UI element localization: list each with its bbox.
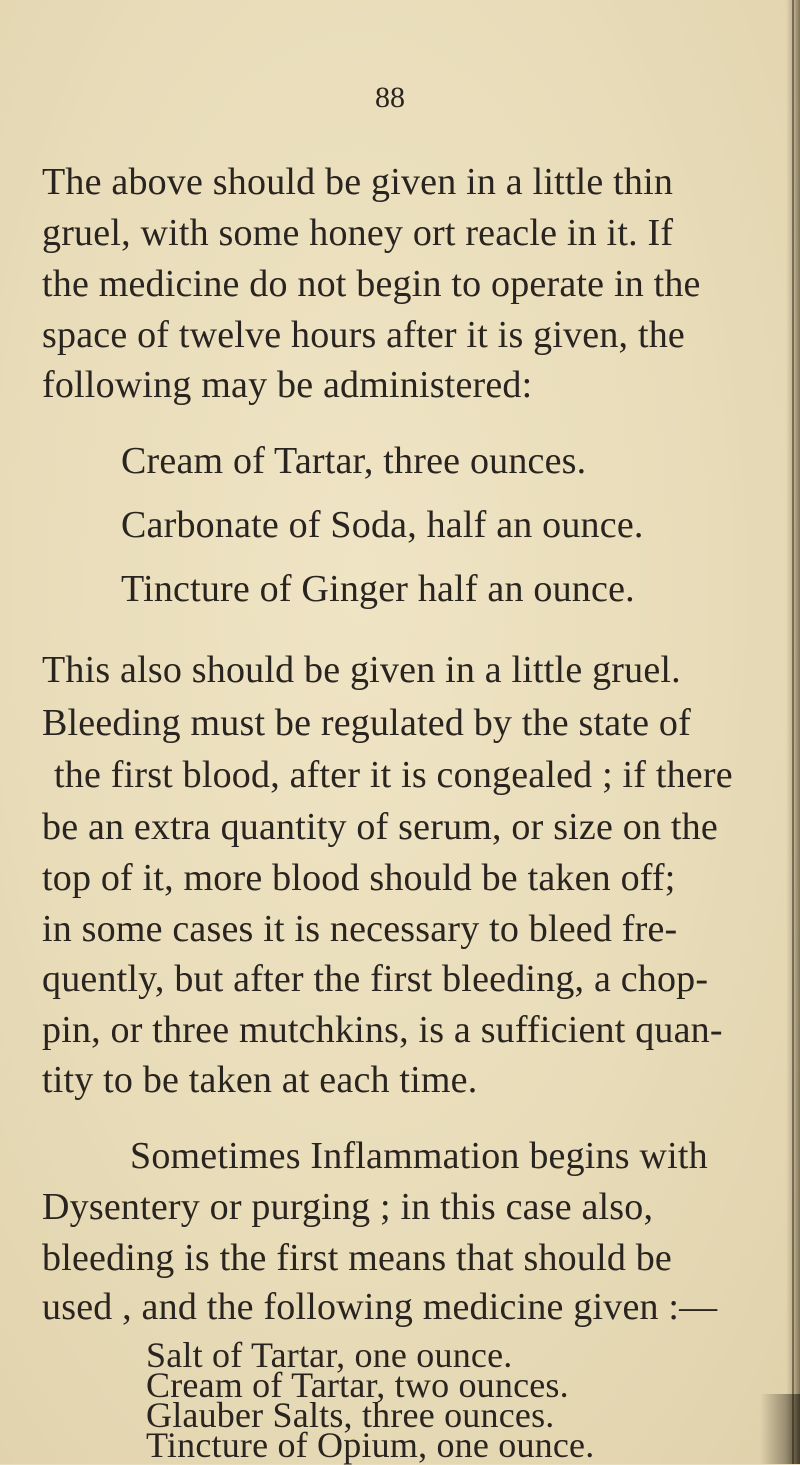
recipe-item: Glauber Salts, three ounces.	[146, 1395, 555, 1435]
text-line: in some cases it is necessary to bleed fre-	[42, 908, 678, 950]
page-corner-shadow	[760, 1394, 800, 1464]
recipe-item: Salt of Tartar, one ounce.	[146, 1335, 513, 1375]
text-line: tity to be taken at each time.	[42, 1059, 478, 1101]
text-line: quently, but after the first bleeding, a chop-	[42, 958, 709, 1000]
text-line: pin, or three mutchkins, is a sufficient quan-	[42, 1009, 723, 1051]
recipe-item: Tincture of Ginger half an ounce.	[121, 568, 635, 610]
text-line: space of twelve hours after it is given, the	[42, 314, 685, 356]
text-line: used , and the following medicine given :—	[42, 1286, 718, 1328]
recipe-item: Cream of Tartar, three ounces.	[121, 440, 587, 482]
text-line: bleeding is the first means that should be	[42, 1237, 673, 1279]
page-edge-line	[792, 0, 794, 1464]
text-line: be an extra quantity of serum, or size on the	[42, 806, 718, 848]
text-line: the first blood, after it is congealed ; if there	[54, 754, 733, 796]
text-line: Bleeding must be regulated by the state of	[42, 702, 691, 744]
page-number: 88	[375, 81, 405, 114]
text-line: The above should be given in a little thin	[42, 161, 674, 203]
text-line: This also should be given in a little gruel.	[42, 649, 681, 691]
recipe-item: Tincture of Opium, one ounce.	[146, 1425, 595, 1465]
text-line: Sometimes Inflammation begins with	[130, 1135, 708, 1177]
recipe-item: Cream of Tartar, two ounces.	[146, 1365, 569, 1405]
text-line: Dysentery or purging ; in this case also,	[42, 1186, 654, 1228]
text-line: following may be administered:	[42, 364, 533, 406]
text-line: top of it, more blood should be taken off;	[42, 857, 676, 899]
text-line: gruel, with some honey ort reacle in it. If	[42, 212, 674, 254]
recipe-item: Carbonate of Soda, half an ounce.	[121, 504, 644, 546]
text-line: the medicine do not begin to operate in the	[42, 263, 701, 305]
